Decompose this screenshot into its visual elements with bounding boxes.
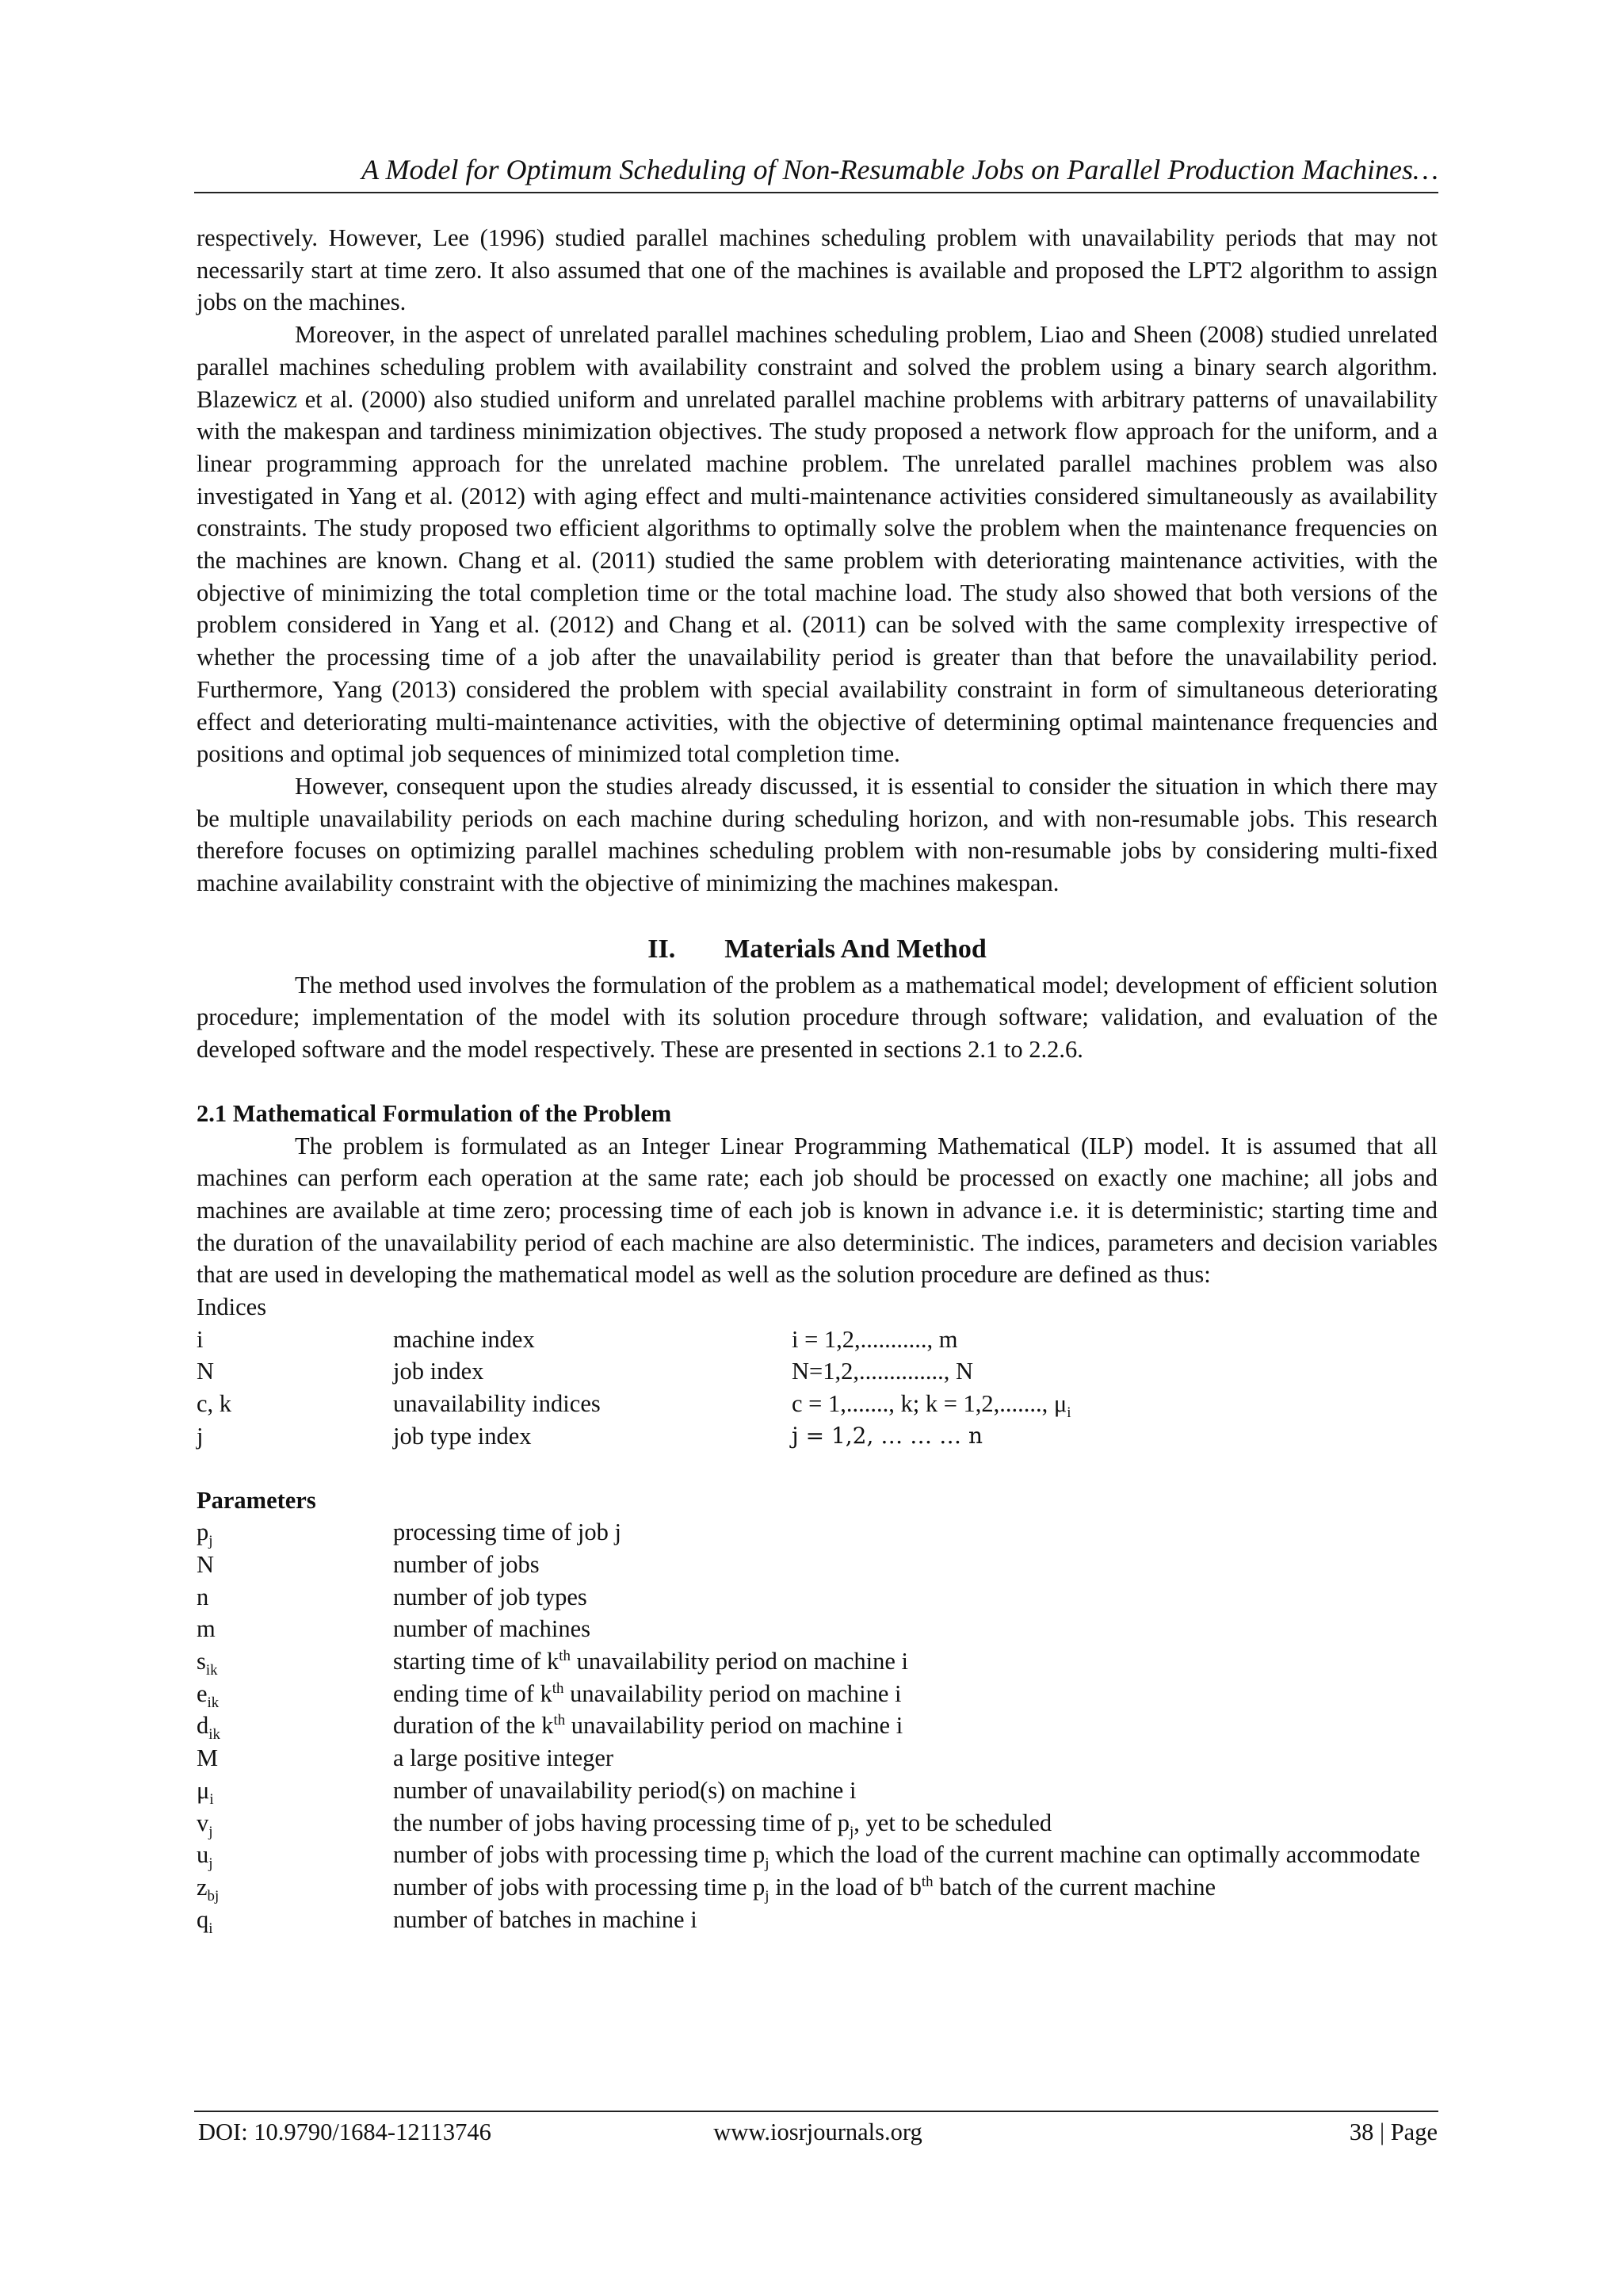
section-number: II. [647, 934, 676, 964]
indices-heading: Indices [197, 1293, 267, 1321]
parameter-row [197, 1710, 1438, 1742]
parameter-row [197, 1839, 1438, 1871]
parameter-description: the number of jobs having processing time of $p_j$, yet to be scheduled [393, 1809, 1052, 1840]
parameter-description: ending time of $k^{th}$ unavailability period on machine i [393, 1679, 902, 1707]
parameter-symbol: $v_j$ [197, 1809, 213, 1840]
paragraph: The problem is formulated as an Integer Linear Programming Mathematical (ILP) model. It is assumed that all machines can perform each operation at the same rate; each job should be processed on exactly one machine; all jobs and machines are available at time zero; processing time of each job is known in advance i.e. it is deterministic; starting time and the duration of the unavailability period of each machine are also deterministic. The indices, parameters and decision variables that are used in developing the mathematical model as well as the solution procedure are defined as thus: [197, 1132, 1438, 1289]
parameter-symbol: $\mu_i$ [197, 1776, 214, 1808]
parameter-symbol: $z_{bj}$ [197, 1873, 220, 1905]
page-number: 38 | Page [1349, 2118, 1438, 2145]
paragraph: However, consequent upon the studies already discussed, it is essential to consider the situation in which there may be multiple unavailability periods on each machine during scheduling horizon, and with non-resumable jobs. This research therefore focuses on optimizing parallel machines scheduling problem with non-resumable jobs by considering multi-fixed machine availability constraint with the objective of minimizing the machines makespan. [197, 772, 1438, 897]
parameter-symbol: M [197, 1744, 219, 1772]
running-title: A Model for Optimum Scheduling of Non-Resumable Jobs on Parallel Production Machines… [361, 154, 1438, 185]
parameter-symbol: $p_j$ [197, 1519, 213, 1550]
index-row [197, 1420, 1438, 1453]
parameter-symbol: m [197, 1615, 216, 1643]
parameter-symbol: $u_j$ [197, 1841, 213, 1873]
index-row [197, 1388, 1438, 1420]
parameter-symbol: $d_{ik}$ [197, 1712, 220, 1744]
parameters-heading: Parameters [197, 1486, 316, 1514]
parameter-description: processing time of job j [393, 1519, 622, 1546]
parameter-symbol: n [197, 1583, 209, 1610]
parameter-row [197, 1516, 1438, 1549]
parameter-row [197, 1871, 1438, 1904]
parameter-description: number of jobs [393, 1550, 540, 1578]
parameter-row [197, 1742, 1438, 1775]
parameter-symbol: $q_i$ [197, 1905, 213, 1937]
paragraph: Moreover, in the aspect of unrelated parallel machines scheduling problem, Liao and Sheen (2008) studied unrelated parallel machines scheduling problem with availability constraint and solved the problem using a binary search algorithm. Blazewicz et al. (2000) also studied uniform and unrelated parallel machine problems with arbitrary patterns of unavailability with the makespan and tardiness minimization objectives. The study proposed a network flow approach for the uniform, and a linear programming approach for the unrelated machine problem. The unrelated parallel machines problem was also investigated in Yang et al. (2012) with aging effect and multi-maintenance activities considered simultaneously as availability constraints. The study proposed two efficient algorithms to optimally solve the problem when the maintenance frequencies on the machines are known. Chang et al. (2011) studied the same problem with deteriorating maintenance activities, with the objective of minimizing the total completion time or the total machine load. The study also showed that both versions of the problem considered in Yang et al. (2012) and Chang et al. (2011) can be solved with the same complexity irrespective of whether the processing time of a job after the unavailability period is greater than that before the unavailability period. Furthermore, Yang (2013) considered the problem with special availability constraint in form of simultaneous deteriorating effect and deteriorating multi-maintenance activities, with the objective of determining optimal maintenance frequencies and positions and optimal job sequences of minimized total completion time. [197, 321, 1438, 768]
parameter-description: number of jobs with processing time $p_j$ which the load of the current machine can optimally accommodate [393, 1841, 1421, 1873]
index-symbol: i [197, 1325, 204, 1353]
parameter-symbol: $e_{ik}$ [197, 1679, 220, 1711]
index-description: machine index [393, 1325, 535, 1353]
parameter-row [197, 1807, 1438, 1839]
index-range: j = 1,2, … … … n [792, 1422, 983, 1449]
parameter-row [197, 1581, 1438, 1614]
subsection-heading: 2.1 Mathematical Formulation of the Problem [197, 1099, 672, 1127]
doi-text: DOI: 10.9790/1684-12113746 [198, 2118, 491, 2145]
index-description: job index [393, 1358, 484, 1385]
parameter-description: number of machines [393, 1615, 591, 1643]
index-row [197, 1324, 1438, 1356]
page-body [197, 222, 1438, 1935]
section-title: Materials And Method [724, 934, 987, 964]
parameter-description: duration of the $k^{th}$ unavailability period on machine i [393, 1712, 903, 1740]
journal-website: www.iosrjournals.org [713, 2118, 922, 2145]
parameter-row [197, 1549, 1438, 1581]
index-description: unavailability indices [393, 1390, 601, 1418]
paragraph: respectively. However, Lee (1996) studied parallel machines scheduling problem with unavailability periods that may not necessarily start at time zero. It also assumed that one of the machines is available and proposed the LPT2 algorithm to assign jobs on the machines. [197, 224, 1438, 316]
index-symbol: N [197, 1358, 215, 1385]
parameter-description: number of unavailability period(s) on machine i [393, 1776, 857, 1804]
index-range: i = 1,2,..........., m [792, 1325, 958, 1353]
index-description: job type index [393, 1422, 532, 1450]
index-symbol: j [197, 1422, 204, 1450]
parameter-description: a large positive integer [393, 1744, 614, 1772]
parameter-row [197, 1775, 1438, 1807]
parameter-description: number of batches in machine i [393, 1905, 697, 1933]
index-symbol: c, k [197, 1390, 232, 1418]
parameter-description: number of jobs with processing time $p_j$ in the load of $b^{th}$ batch of the current machine [393, 1873, 1216, 1905]
parameter-row [197, 1645, 1438, 1678]
parameter-row [197, 1613, 1438, 1645]
parameter-row [197, 1904, 1438, 1936]
parameter-row [197, 1678, 1438, 1710]
section-heading [197, 931, 1438, 968]
parameter-symbol: N [197, 1550, 215, 1578]
parameter-symbol: $s_{ik}$ [197, 1648, 218, 1679]
header-rule [194, 192, 1438, 193]
paragraph: The method used involves the formulation of the problem as a mathematical model; development of efficient solution procedure; implementation of the model with its solution procedure through software; validation, and evaluation of the developed software and the model respectively. These are presented in sections 2.1 to 2.2.6. [197, 971, 1438, 1064]
footer-rule [194, 2111, 1438, 2112]
parameters-table [197, 1516, 1438, 1935]
parameter-description: number of job types [393, 1583, 587, 1610]
parameter-description: starting time of $k^{th}$ unavailability period on machine i [393, 1647, 908, 1675]
index-range: c = 1,......., k; k = 1,2,......., $\mu_i$ [792, 1390, 1071, 1422]
index-range: N=1,2,.............., N [792, 1358, 974, 1385]
index-row [197, 1355, 1438, 1388]
indices-table [197, 1324, 1438, 1453]
